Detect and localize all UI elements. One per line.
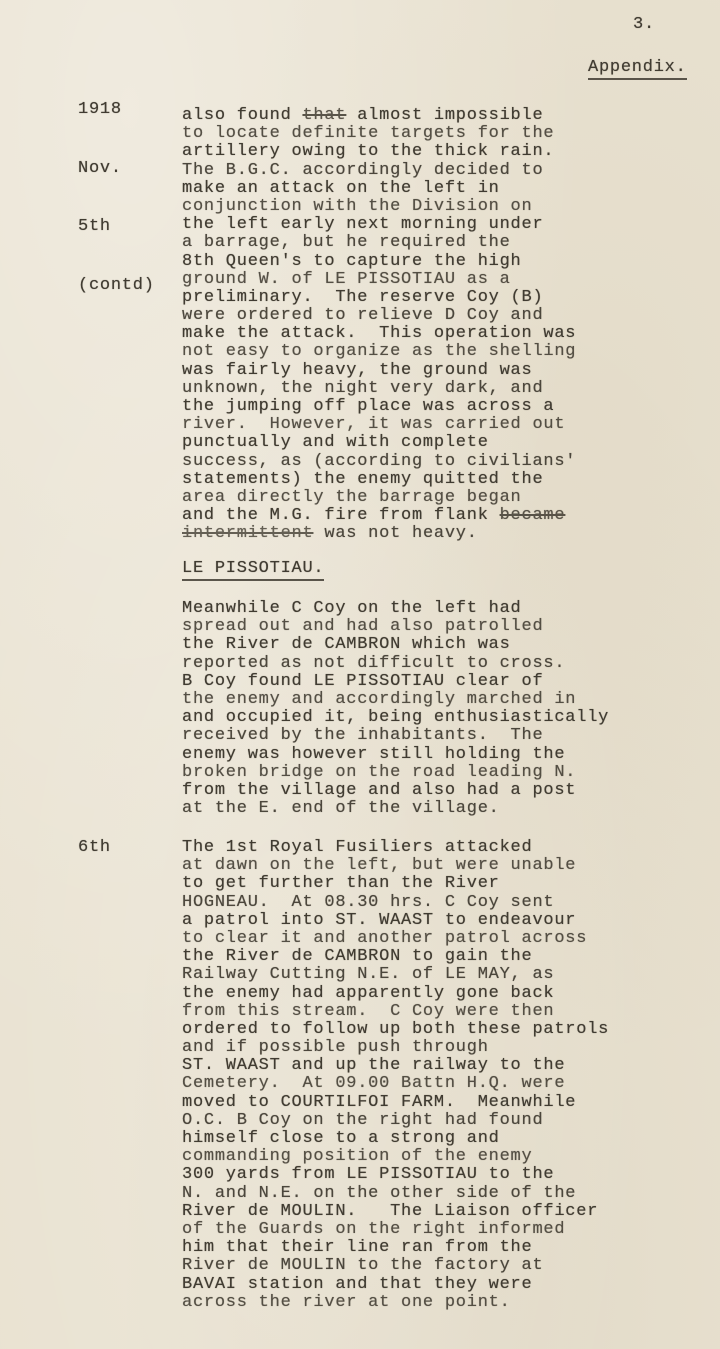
typed-line: were ordered to relieve D Coy and [182,306,544,326]
margin-month: Nov. [78,158,122,178]
typed-line: make an attack on the left in [182,178,500,198]
typed-line: a barrage, but he required the [182,233,511,253]
typed-line: enemy was however still holding the [182,744,566,764]
typed-line: was fairly heavy, the ground was [182,360,533,380]
typed-line: himself close to a strong and [182,1129,500,1148]
typed-line: him that their line ran from the [182,1238,533,1258]
typed-line: Meanwhile C Coy on the left had [182,599,522,618]
typed-line: to get further than the River [182,874,500,894]
typed-line: moved to COURTILFOI FARM. Meanwhile [182,1092,577,1112]
appendix-heading-label: Appendix. [588,59,687,80]
typed-line: River de MOULIN to the factory at [182,1256,544,1276]
typed-line: preliminary. The reserve Coy (B) [182,287,544,307]
typed-line: broken bridge on the road leading N. [182,762,577,782]
typed-line: the enemy had apparently gone back [182,983,555,1003]
entry-6th [182,839,609,1312]
typed-line: ground W. of LE PISSOTIAU as a [182,269,511,289]
typed-line: ST. WAAST and up the railway to the [182,1056,566,1076]
typed-line: to clear it and another patrol across [182,928,588,948]
typed-line: N. and N.E. on the other side of the [182,1183,577,1203]
typed-line: make the attack. This operation was [182,324,577,344]
entry-pissotiau [182,600,609,818]
typed-line: from this stream. C Coy were then [182,1001,555,1021]
struck-through-text: that [302,106,347,125]
appendix-heading [588,59,687,80]
struck-through-text: became [499,506,566,526]
typed-line: reported as not difficult to cross. [182,653,566,673]
typed-line: conjunction with the Division on [182,196,533,216]
typed-line: at dawn on the left, but were unable [182,856,577,876]
margin-day-6th: 6th [78,838,111,857]
typed-line: from the village and also had a post [182,780,577,800]
typed-line: Cemetery. At 09.00 Battn H.Q. were [182,1074,566,1094]
typed-line: commanding position of the enemy [182,1147,533,1167]
typed-line: Railway Cutting N.E. of LE MAY, as [182,965,555,985]
typed-line: 8th Queen's to capture the high [182,251,522,271]
typed-line: the River de CAMBRON to gain the [182,947,533,967]
typed-line: statements) the enemy quitted the [182,469,544,489]
typed-line: O.C. B Coy on the right had found [182,1110,544,1130]
section-heading-label: LE PISSOTIAU. [182,560,324,581]
typed-line: the left early next morning under [182,215,544,235]
typed-line: ordered to follow up both these patrols [182,1019,610,1039]
typed-line: River de MOULIN. The Liaison officer [182,1201,599,1221]
typed-line: artillery owing to the thick rain. [182,142,555,162]
typed-line: success, as (according to civilians' [182,451,577,471]
struck-through-text: intermittent [182,524,314,544]
typed-line: across the river at one point. [182,1292,511,1312]
typed-line: also found that almost impossible [182,106,544,125]
typed-line: The 1st Royal Fusiliers attacked [182,838,533,857]
section-heading [182,560,324,581]
typed-line: a patrol into ST. WAAST to endeavour [182,910,577,930]
page-number: 3. [633,15,655,34]
typed-line: to locate definite targets for the [182,124,555,144]
typed-line: at the E. end of the village. [182,799,500,819]
typed-line: the jumping off place was across a [182,397,555,416]
typed-line: HOGNEAU. At 08.30 hrs. C Coy sent [182,892,555,912]
typed-line: B Coy found LE PISSOTIAU clear of [182,671,544,691]
typed-line: and occupied it, being enthusiastically [182,708,610,728]
typed-line: the River de CAMBRON which was [182,635,511,655]
typed-line: 300 yards from LE PISSOTIAU to the [182,1165,555,1185]
typed-line: river. However, it was carried out [182,415,566,435]
typed-line: and the M.G. fire from flank became [182,506,566,526]
typed-line: of the Guards on the right informed [182,1219,566,1239]
typed-line: intermittent was not heavy. [182,524,478,544]
typed-line: and if possible push through [182,1038,489,1058]
entry-5th-contd [182,107,576,544]
margin-year: 1918 [78,100,122,119]
typed-line: spread out and had also patrolled [182,617,544,637]
typed-line: punctually and with complete [182,433,489,453]
typed-line: BAVAI station and that they were [182,1274,533,1294]
margin-date-block [78,61,155,334]
typed-line: unknown, the night very dark, and [182,378,544,398]
margin-contd: (contd) [78,275,155,295]
typed-line: area directly the barrage began [182,487,522,507]
typed-line: The B.G.C. accordingly decided to [182,160,544,180]
typed-line: not easy to organize as the shelling [182,342,577,362]
typed-line: the enemy and accordingly marched in [182,689,577,709]
margin-day: 5th [78,217,111,236]
typed-line: received by the inhabitants. The [182,726,544,746]
